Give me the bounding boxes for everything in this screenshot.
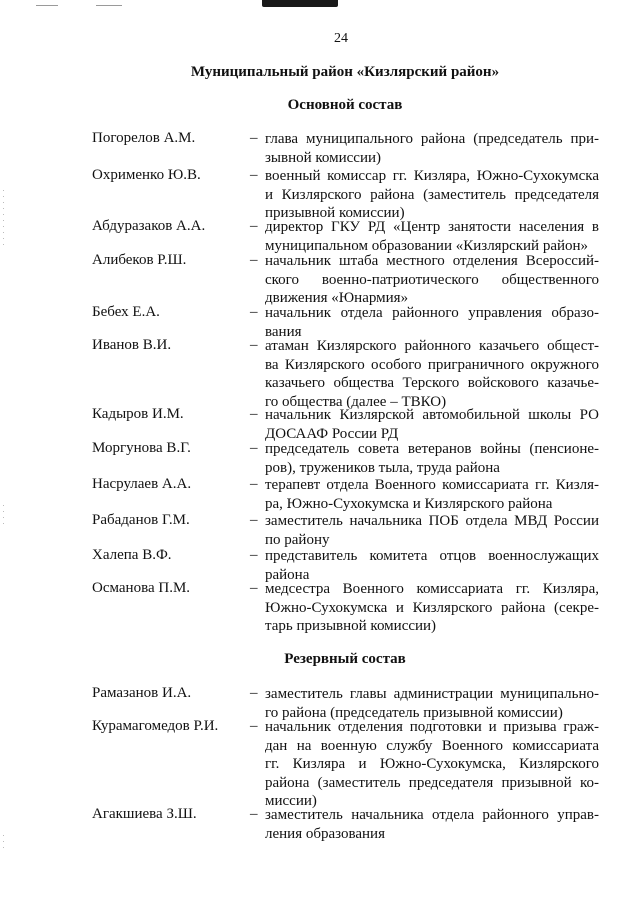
member-role xyxy=(265,218,599,255)
role-line: гг. Кизляра и Южно-Сухокумска, Кизлярского xyxy=(265,756,599,772)
member-dash: – xyxy=(250,580,258,596)
document-title: Муниципальный район «Кизлярский район» xyxy=(190,64,500,80)
scan-artifact-dash xyxy=(96,5,122,6)
member-dash: – xyxy=(250,406,258,422)
role-line: движения «Юнармия» xyxy=(265,290,409,306)
role-line: муниципальном образовании «Кизлярский район» xyxy=(265,237,589,254)
member-dash: – xyxy=(250,806,258,822)
member-role xyxy=(265,476,599,513)
role-line: Южно-Сухокумска и Кизлярского района (секре- xyxy=(265,599,599,616)
member-name: Агакшиева З.Ш. xyxy=(92,806,197,822)
role-line: ДОСААФ России РД xyxy=(265,425,399,442)
role-line: дан на военную службу Военного комиссариата xyxy=(265,737,599,754)
role-line: призывной комиссии) xyxy=(265,205,405,221)
member-name: Рамазанов И.А. xyxy=(92,685,192,701)
member-dash: – xyxy=(250,547,258,563)
role-line: зывной комиссии) xyxy=(265,149,382,166)
role-line: ления образования xyxy=(265,825,385,842)
scan-edge-artifact xyxy=(3,190,4,250)
member-role xyxy=(265,304,599,341)
role-line: казачьего общества Терского войскового казачье- xyxy=(265,375,599,391)
role-line: начальник отделения подготовки и призыва граж- xyxy=(265,719,599,735)
member-name: Курамагомедов Р.И. xyxy=(92,718,219,734)
role-line: директор ГКУ РД «Центр занятости населения в xyxy=(265,219,599,235)
role-line: начальник штаба местного отделения Всероссий- xyxy=(265,253,599,269)
member-name: Моргунова В.Г. xyxy=(92,440,191,456)
member-dash: – xyxy=(250,167,258,183)
member-role xyxy=(265,167,599,223)
role-line: военный комиссар гг. Кизляра, Южно-Сухокумска xyxy=(265,168,599,184)
member-role xyxy=(265,512,599,549)
member-role xyxy=(265,252,599,308)
member-dash: – xyxy=(250,685,258,701)
role-line: заместитель начальника отдела районного управ- xyxy=(265,807,599,823)
role-line: председатель совета ветеранов войны (пенсионе- xyxy=(265,441,599,457)
role-line: го общества (далее – ТВКО) xyxy=(265,393,447,410)
member-role xyxy=(265,337,599,411)
member-name: Рабаданов Г.М. xyxy=(92,512,190,528)
main-section-heading: Основной состав xyxy=(287,97,403,113)
member-name: Османова П.М. xyxy=(92,580,191,596)
member-role xyxy=(265,580,599,636)
member-name: Халепа В.Ф. xyxy=(92,547,172,563)
scan-edge-artifact xyxy=(3,835,4,849)
member-role xyxy=(265,806,599,843)
role-line: медсестра Военного комиссариата гг. Кизляра, xyxy=(265,581,599,597)
role-line: ского военно-патриотического общественного xyxy=(265,271,599,288)
role-line: ров), тружеников тыла, труда района xyxy=(265,459,500,476)
page-number: 24 xyxy=(334,31,348,46)
reserve-section-heading: Резервный состав xyxy=(284,651,406,667)
member-name: Бебех Е.А. xyxy=(92,304,160,320)
member-dash: – xyxy=(250,304,258,320)
member-role xyxy=(265,440,599,477)
member-dash: – xyxy=(250,130,258,146)
role-line: терапевт отдела Военного комиссариата гг. Кизля- xyxy=(265,477,599,493)
member-name: Иванов В.И. xyxy=(92,337,172,353)
role-line: вания xyxy=(265,323,302,340)
role-line: и Кизлярского района (заместитель председателя xyxy=(265,186,599,203)
member-dash: – xyxy=(250,218,258,234)
role-line: атаман Кизлярского районного казачьего общест- xyxy=(265,338,599,354)
scan-artifact-dash xyxy=(36,5,58,6)
member-name: Насрулаев А.А. xyxy=(92,476,192,492)
role-line: заместитель главы администрации муниципально- xyxy=(265,686,599,702)
member-dash: – xyxy=(250,252,258,268)
member-role xyxy=(265,130,599,167)
member-name: Погорелов А.М. xyxy=(92,130,196,146)
member-name: Абдуразаков А.А. xyxy=(92,218,206,234)
member-role xyxy=(265,406,599,443)
role-line: начальник отдела районного управления образо- xyxy=(265,305,599,321)
role-line: ра, Южно-Сухокумска и Кизлярского района xyxy=(265,495,553,512)
member-dash: – xyxy=(250,512,258,528)
scan-edge-artifact xyxy=(3,505,4,527)
role-line: глава муниципального района (председатель при- xyxy=(265,131,599,147)
role-line: представитель комитета отцов военнослужащих xyxy=(265,548,599,564)
member-dash: – xyxy=(250,476,258,492)
member-dash: – xyxy=(250,440,258,456)
role-line: района xyxy=(265,566,310,583)
member-name: Кадыров И.М. xyxy=(92,406,184,422)
member-role xyxy=(265,547,599,584)
role-line: заместитель начальника ПОБ отдела МВД России xyxy=(265,513,599,529)
role-line: района (заместитель председателя призывной ко- xyxy=(265,774,599,791)
role-line: начальник Кизлярской автомобильной школы РО xyxy=(265,407,599,423)
role-line: го района (председатель призывной комиссии) xyxy=(265,704,563,721)
member-dash: – xyxy=(250,718,258,734)
member-role xyxy=(265,718,599,811)
role-line: ва Кизлярского особого приграничного окружного xyxy=(265,356,599,373)
member-dash: – xyxy=(250,337,258,353)
scan-top-mark xyxy=(262,0,338,7)
member-name: Охрименко Ю.В. xyxy=(92,167,201,183)
role-line: миссии) xyxy=(265,793,317,809)
role-line: тарь призывной комиссии) xyxy=(265,618,437,634)
member-role xyxy=(265,685,599,722)
member-name: Алибеков Р.Ш. xyxy=(92,252,187,268)
role-line: по району xyxy=(265,531,330,548)
